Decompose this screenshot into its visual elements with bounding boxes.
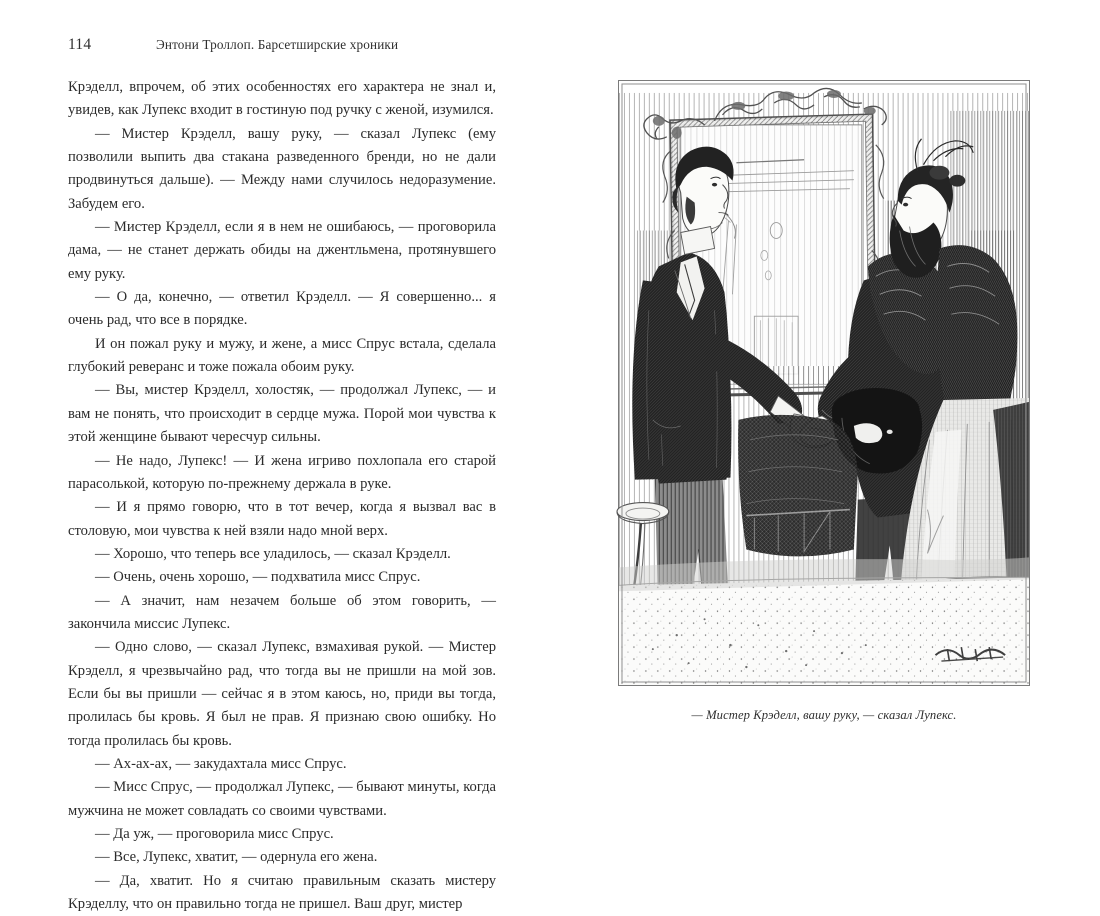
illustration-caption: — Мистер Крэделл, вашу руку, — сказал Лупекс. xyxy=(691,708,957,722)
illustration-block xyxy=(618,80,1030,723)
paragraph: — Мистер Крэделл, вашу руку, — сказал Лупекс (ему позволили выпить два стакана разведенного бренди, но не дали продвинуться дальше). — Между нами случилось недоразумение. Забудем его. xyxy=(68,125,496,212)
paragraph: — Очень, очень хорошо, — подхватила мисс Спрус. xyxy=(95,569,421,586)
illustration-frame xyxy=(618,80,1030,686)
paragraph: — Все, Лупекс, хватит, — одернула его жена. xyxy=(95,849,378,866)
paragraph: Крэделл, впрочем, об этих особенностях его характера не знал и, увидев, как Лупекс входит в гостиную под ручку с женой, изумился. xyxy=(68,79,496,119)
paragraph: — Одно слово, — сказал Лупекс, взмахивая рукой. — Мистер Крэделл, я чрезвычайно рад, что тогда вы не пришли на мой зов. Если бы вы пришли — сейчас я в этом каюсь, но, приди вы тогда, пролилась бы кровь. Я был не прав. Я признаю свою ошибку. Но тогда пролилась бы кровь. xyxy=(68,639,496,749)
running-head-title: Энтони Троллоп. Барсетширские хроники xyxy=(156,37,399,52)
paragraph: — Да уж, — проговорила мисс Спрус. xyxy=(95,826,334,842)
paragraph: — Не надо, Лупекс! — И жена игриво похлопала его старой парасолькой, которую по-прежнему держала в руке. xyxy=(68,452,496,492)
paragraph: — И я прямо говорю, что в тот вечер, когда я вызвал вас в столовую, мои чувства к ней взяли надо мной верх. xyxy=(68,499,496,539)
running-head xyxy=(68,36,498,54)
paragraph: — Да, хватит. Но я считаю правильным сказать мистеру Крэделлу, что он правильно тогда не пришел. Ваш друг, мистер xyxy=(68,872,496,913)
paragraph: — Вы, мистер Крэделл, холостяк, — продолжал Лупекс, — и вам не понять, что происходит в сердце мужа. Порой мои чувства к этой женщине бывают чересчур сильны. xyxy=(68,382,496,446)
paragraph: — Мистер Крэделл, если я в нем не ошибаюсь, — проговорила дама, — не станет держать обиды на джентльмена, протянувшего ему руку. xyxy=(68,219,496,282)
paragraph: И он пожал руку и мужу, и жене, а мисс Спрус встала, сделала глубокий реверанс и тоже пожала обоим руку. xyxy=(68,335,496,376)
paragraph: — Ах-ах-ах, — закудахтала мисс Спрус. xyxy=(95,755,347,772)
page-number: 114 xyxy=(68,36,92,53)
body-text-column xyxy=(68,76,496,916)
paragraph: — А значит, нам незачем больше об этом говорить, — закончила миссис Лупекс. xyxy=(68,592,496,632)
paragraph: — О да, конечно, — ответил Крэделл. — Я совершенно... я очень рад, что все в порядке. xyxy=(68,289,496,329)
paragraph: — Хорошо, что теперь все уладилось, — сказал Крэделл. xyxy=(95,545,451,562)
paragraph: — Мисс Спрус, — продолжал Лупекс, — бывают минуты, когда мужчина не может совладать со своими чувствами. xyxy=(68,779,496,819)
engraving-illustration xyxy=(619,81,1029,685)
